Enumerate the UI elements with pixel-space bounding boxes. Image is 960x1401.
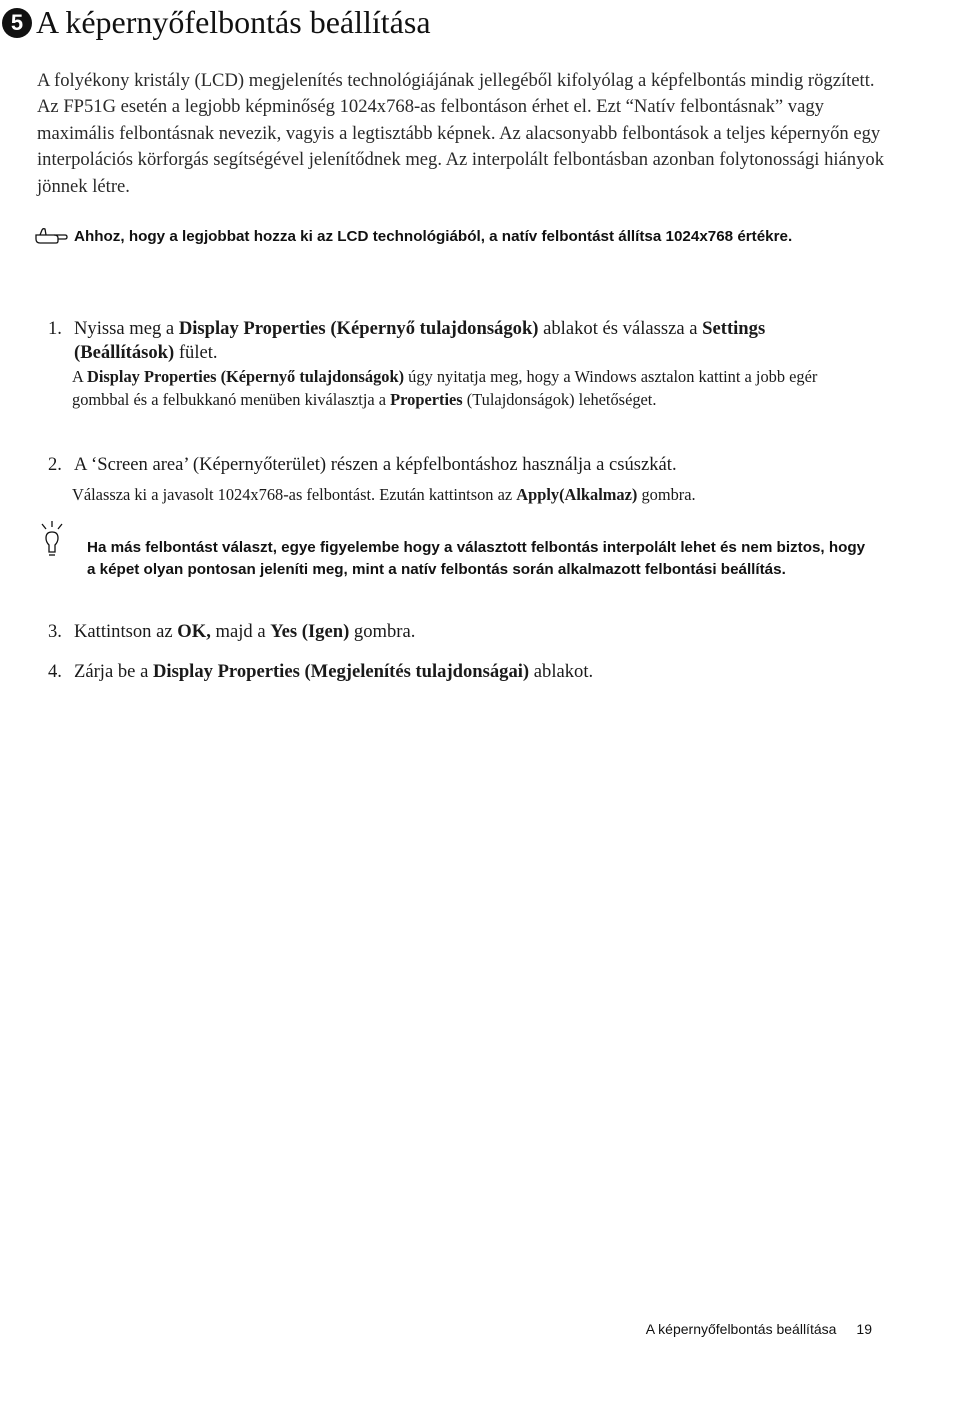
note-box (37, 225, 897, 248)
step-1-line-2 (74, 342, 218, 364)
step-1-body-bold-display-properties: Display Properties (Képernyő tulajdonságok) (87, 367, 405, 386)
step-3-text-2: majd a (210, 621, 271, 642)
step-2-number: 2. (48, 454, 62, 475)
page-title-text: A képernyőfelbontás beállítása (36, 4, 431, 40)
light-bulb-icon (37, 520, 67, 565)
step-1-text-2: ablakot és válassza a (538, 318, 703, 339)
step-1-bold-display-properties: Display Properties (Képernyő tulajdonságok) (178, 318, 539, 339)
step-1-body-text: A (72, 367, 88, 386)
step-4-number: 4. (48, 661, 62, 682)
step-2-text: A ‘Screen area’ (Képernyőterület) részen a képfelbontáshoz használja a csúszkát. (74, 454, 677, 475)
step-2-body-bold-apply: Apply(Alkalmaz) (516, 485, 638, 504)
step-3 (48, 621, 415, 643)
step-1-bold-beallitasok: (Beállítások) (74, 342, 175, 363)
step-2-body-text-2: gombra. (637, 485, 696, 504)
step-4-text: Zárja be a (74, 661, 153, 682)
step-1-text-4: fület. (174, 342, 218, 363)
step-1-number: 1. (48, 318, 62, 339)
pointing-hand-icon (34, 227, 68, 252)
step-1-body-text-2: úgy nyitatja meg, hogy a Windows asztalon kattint a jobb egér gombbal és a felbukkanó menüben kiválasztja a (72, 367, 818, 409)
step-2 (48, 454, 677, 476)
step-1-text: Nyissa meg a (74, 318, 179, 339)
page-number: 19 (856, 1321, 872, 1337)
intro-paragraph: A folyékony kristály (LCD) megjelenítés technológiájának jellegéből kifolyólag a képfelbontás mindig rögzített. Az FP51G esetén a legjobb képminőség 1024x768-as felbontáson érhet el. Ezt “Natív felbontásnak” vagy maximális felbontásnak nevezik, vagyis a legtisztább képnek. Az alacsonyabb felbontások a teljes képernyőn egy interpolációs körforgás segítségével jelenítődnek meg. Az interpolált felbontásban azonban folytonossági hiányok jönnek létre. (37, 70, 884, 197)
step-3-text: Kattintson az (74, 621, 178, 642)
footer-section-title: A képernyőfelbontás beállítása (645, 1321, 837, 1337)
step-1-body-text-3: (Tulajdonságok) lehetőséget. (462, 389, 657, 409)
step-3-text-3: gombra. (349, 621, 416, 642)
step-4-bold-display-properties: Display Properties (Megjelenítés tulajdonságai) (152, 661, 530, 682)
step-2-body (72, 484, 872, 507)
step-3-number: 3. (48, 621, 62, 642)
step-4 (48, 661, 593, 683)
step-3-bold-yes: Yes (Igen) (270, 621, 350, 642)
step-1 (48, 318, 765, 340)
chapter-number-badge: 5 (2, 8, 32, 38)
tip-text: Ha más felbontást választ, egye figyelembe hogy a választott felbontás interpolált lehet és nem biztos, hogy a képet olyan pontosan jeleníti meg, mint a natív felbontás során alkalmazott felbontási beállítás. (87, 539, 866, 578)
step-1-bold-settings: Settings (702, 318, 766, 339)
note-text: Ahhoz, hogy a legjobbat hozza ki az LCD technológiából, a natív felbontást állítsa 1024x768 értékre. (74, 228, 793, 245)
step-1-body (72, 366, 862, 411)
step-3-bold-ok: OK, (177, 621, 211, 642)
page-title (2, 4, 431, 41)
step-4-text-2: ablakot. (529, 661, 594, 682)
step-1-body-bold-properties: Properties (390, 389, 463, 409)
step-2-body-text: Válassza ki a javasolt 1024x768-as felbontást. Ezután kattintson az (72, 485, 517, 504)
page-footer (646, 1321, 872, 1337)
